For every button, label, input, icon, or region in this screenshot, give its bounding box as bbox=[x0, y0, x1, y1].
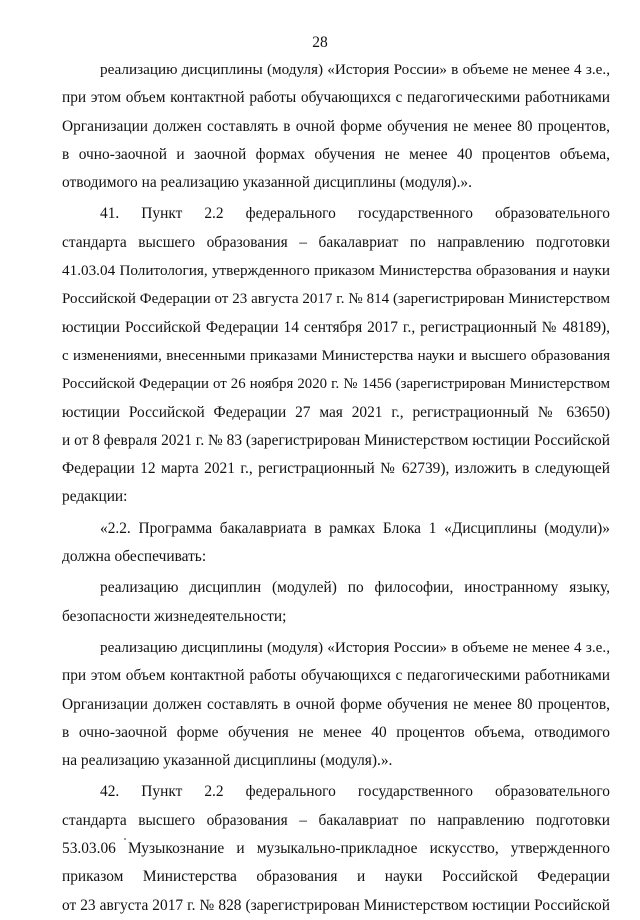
text-line: реализацию дисциплин (модулей) по философии, иностранному языку, bbox=[100, 579, 610, 597]
text-line: Федерации 12 марта 2021 г., регистрационный № 62739), изложить в следующей bbox=[62, 460, 610, 478]
text-line: реализацию дисциплины (модуля) «История России» в объеме не менее 4 з.е., bbox=[100, 61, 610, 78]
text-line: 41.03.04 Политология, утвержденного приказом Министерства образования и науки bbox=[62, 262, 610, 280]
text-line: реализацию дисциплины (модуля) «История России» в объеме не менее 4 з.е., bbox=[100, 638, 610, 656]
text-line: 41. Пункт 2.2 федерального государственного образовательного bbox=[100, 205, 610, 223]
text-line: должна обеспечивать: bbox=[62, 548, 207, 566]
text-line: редакции: bbox=[62, 488, 128, 506]
document-body bbox=[62, 56, 610, 920]
text-line: приказом Министерства образования и науки Российской Федерации bbox=[62, 868, 610, 886]
text-line: безопасности жизнедеятельности; bbox=[62, 607, 287, 625]
text-line: и от 8 февраля 2021 г. № 83 (зарегистрирован Министерством юстиции Российской bbox=[62, 431, 610, 449]
text-line: стандарта высшего образования – бакалавриат по направлению подготовки bbox=[62, 811, 610, 829]
text-line: юстиции Российской Федерации 14 сентября 2017 г., регистрационный № 48189), bbox=[62, 318, 610, 336]
text-line: при этом объем контактной работы обучающихся с педагогическими работниками bbox=[62, 89, 610, 107]
text-line: на реализацию указанной дисциплины (модуля).». bbox=[62, 752, 393, 770]
text-line: отводимого на реализацию указанной дисциплины (модуля).». bbox=[62, 174, 472, 192]
text-line: Организации должен составлять в очной форме обучения не менее 80 процентов, bbox=[62, 695, 610, 713]
text-line: 42. Пункт 2.2 федерального государственного образовательного bbox=[100, 783, 610, 801]
text-line: 53.03.06 Музыкознание и музыкально-прикладное искусство, утвержденного bbox=[62, 840, 610, 858]
text-line: при этом объем контактной работы обучающихся с педагогическими работниками bbox=[62, 667, 610, 685]
text-line: в очно-заочной и заочной формах обучения не менее 40 процентов объема, bbox=[62, 145, 610, 163]
text-line: с изменениями, внесенными приказами Министерства науки и высшего образования bbox=[62, 347, 610, 364]
text-line: Российской Федерации от 23 августа 2017 г. № 814 (зарегистрирован Министерством bbox=[62, 291, 610, 308]
text-line: юстиции Российской Федерации 27 мая 2021 г., регистрационный № 63650) bbox=[62, 403, 610, 421]
text-line: в очно-заочной форме обучения не менее 40 процентов объема, отводимого bbox=[62, 723, 610, 741]
text-line: от 23 августа 2017 г. № 828 (зарегистрирован Министерством юстиции Российской bbox=[62, 896, 610, 914]
text-line: Организации должен составлять в очной форме обучения не менее 80 процентов, bbox=[62, 117, 610, 135]
text-line: стандарта высшего образования – бакалавриат по направлению подготовки bbox=[62, 233, 610, 251]
page-number: 28 bbox=[312, 34, 328, 51]
text-line: «2.2. Программа бакалавриата в рамках Блока 1 «Дисциплины (модули)» bbox=[100, 519, 610, 537]
text-line: Российской Федерации от 26 ноября 2020 г. № 1456 (зарегистрирован Министерством bbox=[62, 376, 610, 393]
scan-speck bbox=[124, 838, 126, 840]
